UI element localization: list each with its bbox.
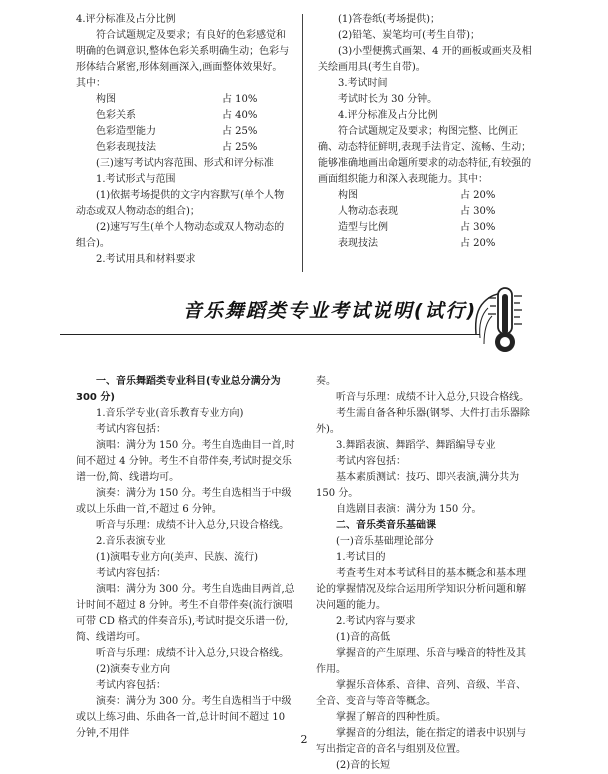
- paragraph: 掌握音的产生原理、乐音与噪音的特性及其作用。: [316, 648, 526, 675]
- score-item: 色彩表现技法: [96, 142, 156, 153]
- score-item: 构图: [96, 94, 116, 105]
- page-number: 2: [300, 733, 308, 746]
- score-item: 造型与比例: [338, 222, 388, 233]
- paragraph: 考试内容包括：: [96, 680, 166, 691]
- paragraph: 考生需自备各种乐器(钢琴、大件打击乐器除外)。: [316, 408, 530, 435]
- paragraph: 听音与乐理：成绩不计入总分,只设合格线。: [96, 520, 290, 531]
- subsection-heading: 1.考试形式与范围: [96, 174, 176, 185]
- paragraph: 符合试题规定及要求；构图完整、比例正确、动态特征鲜明,表现手法肯定、流畅、生动；能够准确地画出命题所要求的动态特征,有较强的画面组织能力和深入表现能力。其中：: [318, 126, 532, 185]
- paragraph: 听音与乐理：成绩不计入总分,只设合格线。: [336, 392, 530, 403]
- paragraph: (1)演唱专业方向(美声、民族、流行): [96, 552, 258, 563]
- score-item: 色彩关系: [96, 110, 136, 121]
- score-row: [318, 236, 532, 252]
- score-row: [76, 124, 290, 140]
- subsection-heading: 3.舞蹈表演、舞蹈学、舞蹈编导专业: [336, 440, 496, 451]
- paragraph: (3)小型便携式画架、4 开的画板或画夹及相关绘画用具(考生自带)。: [318, 46, 532, 73]
- paragraph: 考试内容包括：: [96, 424, 166, 435]
- score-value: 占 40%: [222, 110, 258, 121]
- score-value: 占 20%: [460, 190, 496, 201]
- subsection-heading: 3.考试时间: [338, 78, 388, 89]
- paragraph: 考查考生对本考试科目的基本概念和基本理论的掌握情况及综合运用所学知识分析问题和解决问题的能力。: [316, 568, 526, 611]
- subsection-heading: 2.考试用具和材料要求: [96, 254, 196, 265]
- score-value: 占 10%: [222, 94, 258, 105]
- score-row: [76, 92, 290, 108]
- subsection-heading: (一)音乐基础理论部分: [336, 536, 434, 547]
- section-heading: (三)速写考试内容范围、形式和评分标准: [96, 158, 274, 169]
- section-banner: [60, 282, 540, 362]
- paragraph: 奏。: [316, 376, 336, 387]
- score-item: 构图: [338, 190, 358, 201]
- paragraph: (2)音的长短: [336, 760, 391, 771]
- paragraph: 符合试题规定及要求；有良好的色彩感觉和明确的色调意识,整体色彩关系明确生动；色彩与形体结合紧密,形体刻画深入,画面整体效果好。其中：: [76, 30, 290, 89]
- paragraph: 基本素质测试：技巧、即兴表演,满分共为 150 分。: [316, 472, 520, 499]
- score-row: [76, 140, 290, 156]
- subsection-heading: 2.考试内容与要求: [336, 616, 416, 627]
- top-left-column: [76, 12, 290, 268]
- paragraph: (1)音的高低: [336, 632, 391, 643]
- paragraph: (1)依据考场提供的文字内容默写(单个人物动态或双人物动态的组合)；: [76, 190, 285, 217]
- paragraph: 考试内容包括：: [96, 568, 166, 579]
- paragraph: 自选剧目表演：满分为 150 分。: [336, 504, 482, 515]
- paragraph: 听音与乐理：成绩不计入总分,只设合格线。: [96, 648, 290, 659]
- section-heading: 一、音乐舞蹈类专业科目(专业总分满分为 300 分): [76, 376, 281, 403]
- banner-title: 音乐舞蹈类专业考试说明(试行): [182, 300, 478, 322]
- score-row: [318, 188, 532, 204]
- thermometer-icon: [470, 282, 540, 362]
- paragraph: (2)演奏专业方向: [96, 664, 171, 675]
- paragraph: (2)速写写生(单个人物动态或双人物动态的组合)。: [76, 222, 285, 249]
- paragraph: 掌握乐音体系、音律、音列、音级、半音、全音、变音与等音等概念。: [316, 680, 526, 707]
- paragraph: 掌握音的分组法，能在指定的谱表中识别与写出指定音的音名与组别及位置。: [316, 728, 526, 755]
- paragraph: 演唱：满分为 150 分。考生自选曲目一首,时间不超过 4 分钟。考生不自带伴奏,考试时提交乐谱一份,简、线谱均可。: [76, 440, 295, 483]
- score-row: [76, 108, 290, 124]
- score-item: 表现技法: [338, 238, 378, 249]
- section-heading: 二、音乐类音乐基础课: [336, 520, 436, 531]
- bottom-left-column: [76, 374, 298, 742]
- score-item: 色彩造型能力: [96, 126, 156, 137]
- score-value: 占 25%: [222, 142, 258, 153]
- score-value: 占 30%: [460, 222, 496, 233]
- section-heading: 4.评分标准及占分比例: [76, 14, 176, 25]
- column-divider: [302, 14, 303, 272]
- paragraph: 考试内容包括：: [336, 456, 406, 467]
- subsection-heading: 1.考试目的: [336, 552, 386, 563]
- paragraph: 演唱：满分为 300 分。考生自选曲目两首,总计时间不超过 8 分钟。考生不自带伴奏(流行演唱可带 CD 格式的伴奏音乐),考试时提交乐谱一份,简、线谱均可。: [76, 584, 295, 643]
- score-row: [318, 220, 532, 236]
- paragraph: 考试时长为 30 分钟。: [338, 94, 438, 105]
- subsection-heading: 1.音乐学专业(音乐教育专业方向): [96, 408, 244, 419]
- score-row: [318, 204, 532, 220]
- paragraph: (1)答卷纸(考场提供)；: [338, 14, 440, 25]
- subsection-heading: 4.评分标准及占分比例: [338, 110, 438, 121]
- top-right-column: [318, 12, 532, 252]
- score-item: 人物动态表现: [338, 206, 398, 217]
- bottom-right-column: [316, 374, 534, 774]
- score-value: 占 20%: [460, 238, 496, 249]
- score-value: 占 30%: [460, 206, 496, 217]
- banner-rule: [60, 334, 480, 335]
- paragraph: 演奏：满分为 150 分。考生自选相当于中级或以上乐曲一首,不超过 6 分钟。: [76, 488, 292, 515]
- subsection-heading: 2.音乐表演专业: [96, 536, 166, 547]
- paragraph: 演奏：满分为 300 分。考生自选相当于中级或以上练习曲、乐曲各一首,总计时间不超过 10 分钟,不用伴: [76, 696, 292, 739]
- paragraph: (2)铅笔、炭笔均可(考生自带)；: [338, 30, 480, 41]
- score-value: 占 25%: [222, 126, 258, 137]
- paragraph: 掌握了解音的四种性质。: [336, 712, 446, 723]
